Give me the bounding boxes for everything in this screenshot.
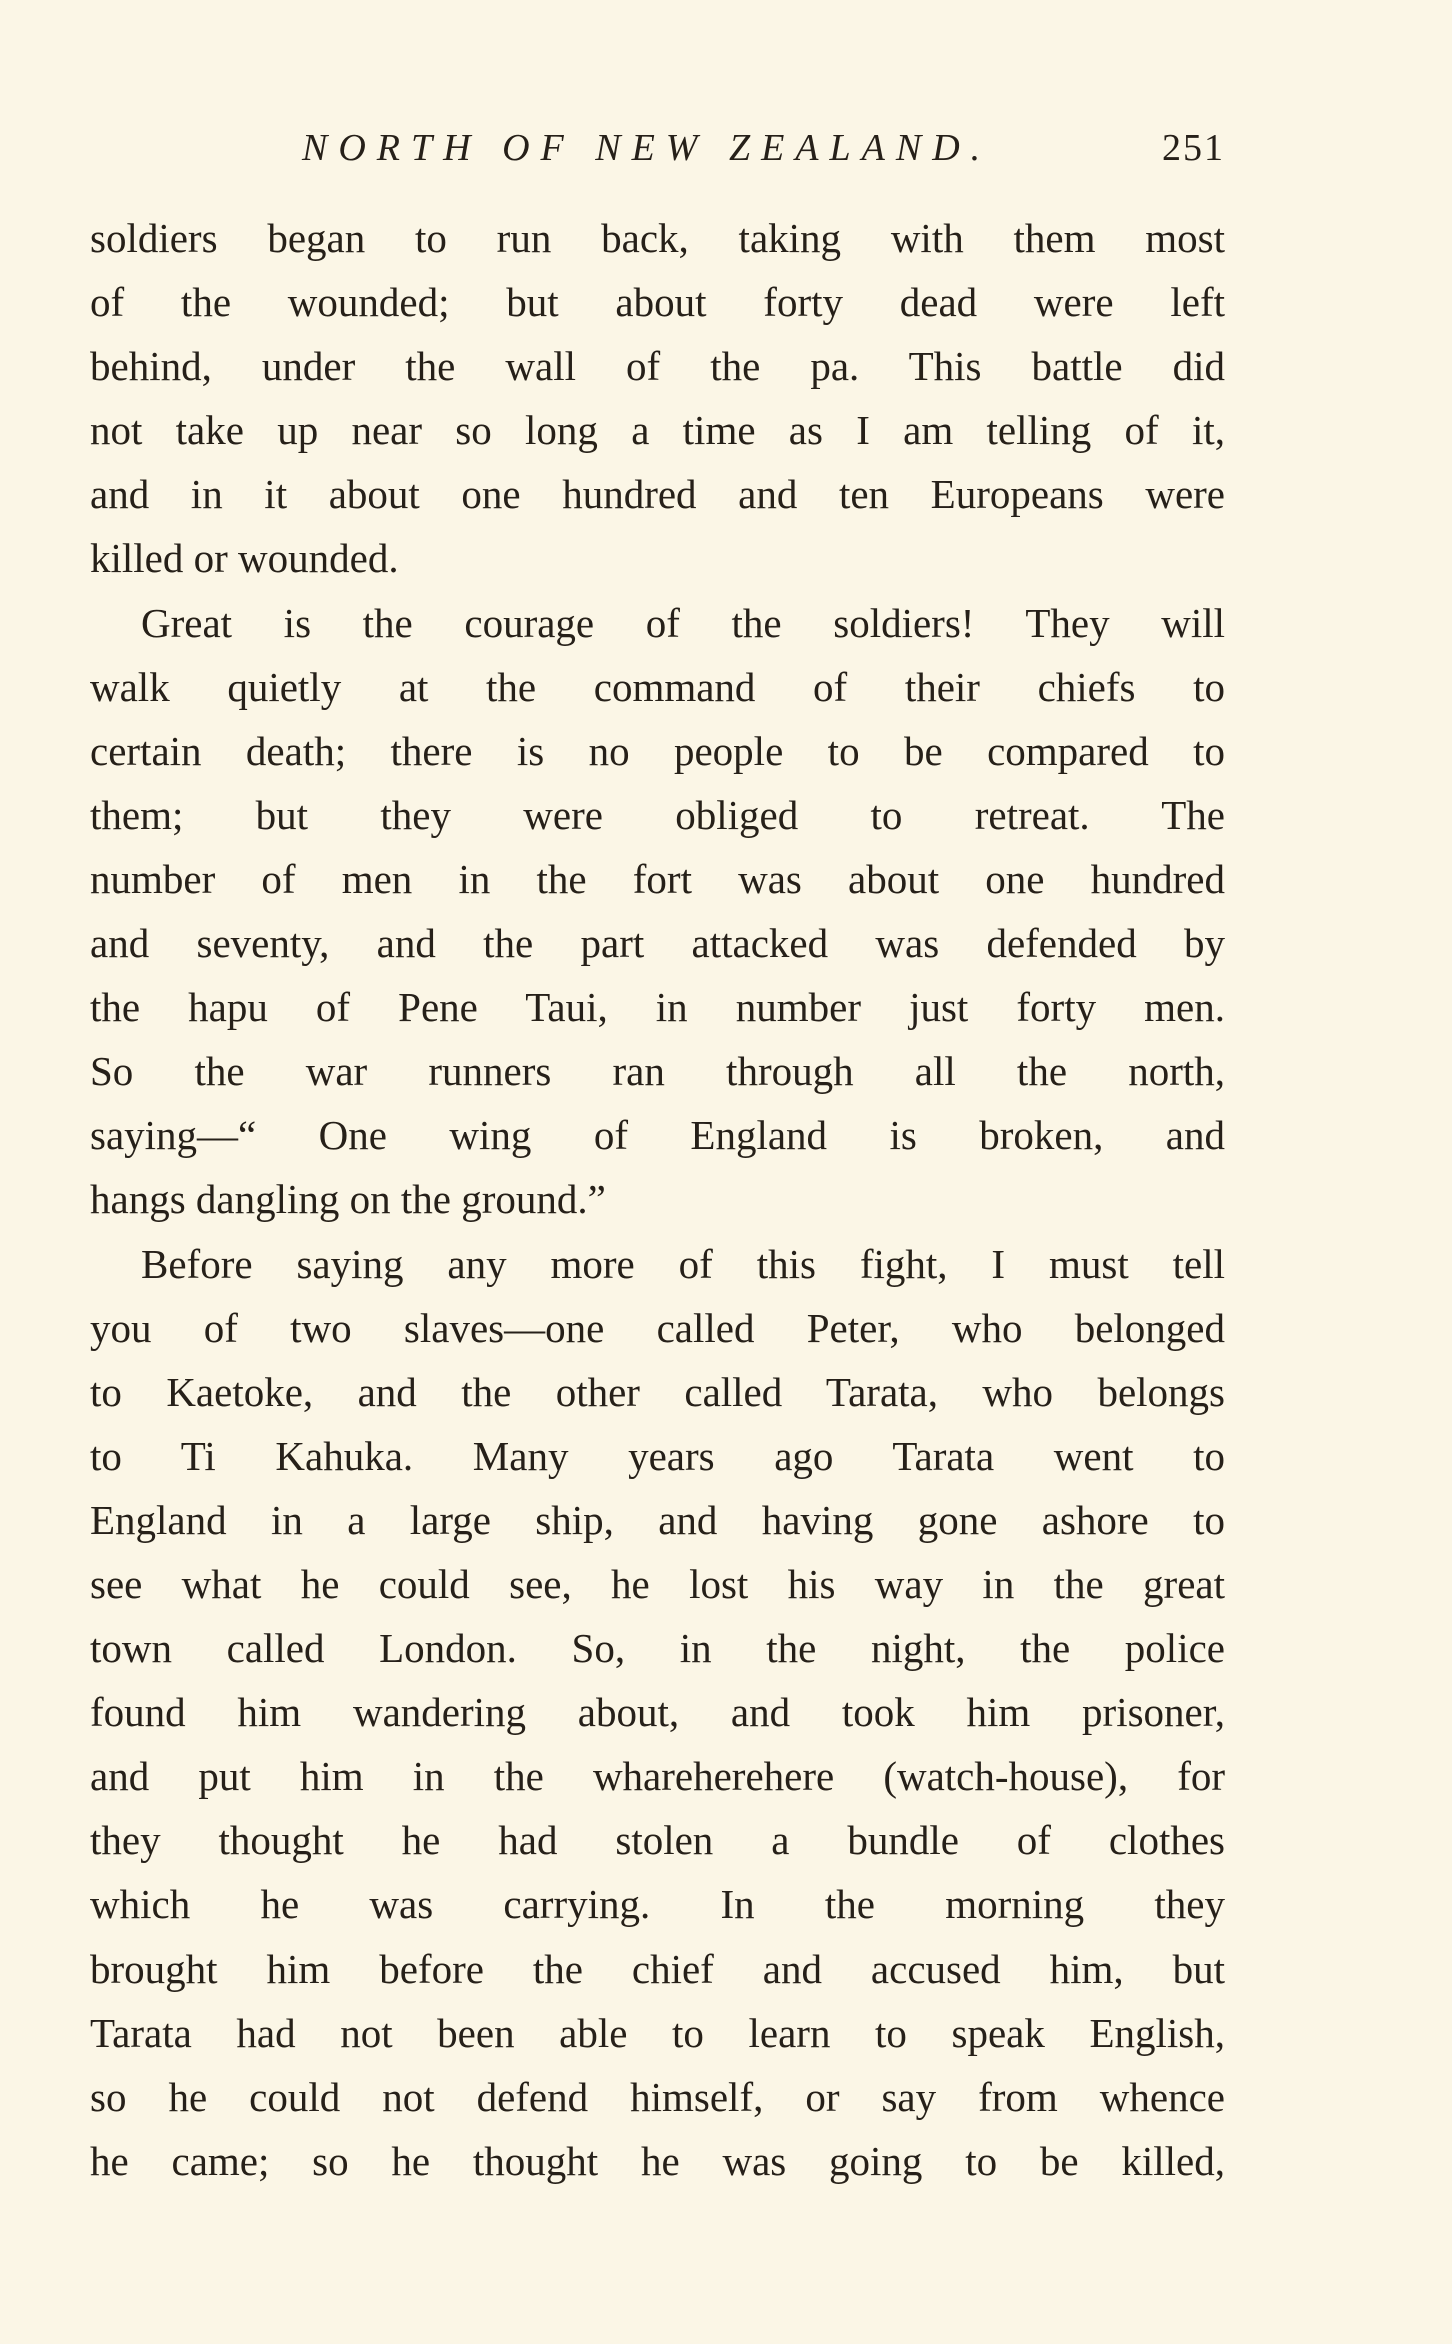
- text-line: and seventy, and the part attacked was defended by: [90, 920, 1225, 967]
- text-line: and in it about one hundred and ten Europeans were: [90, 471, 1225, 518]
- text-line: walk quietly at the command of their chiefs to: [90, 663, 1225, 710]
- text-line: and put him in the whareherehere (watch-house), for: [90, 1753, 1225, 1800]
- text-line: number of men in the fort was about one hundred: [90, 855, 1225, 902]
- page-number: 251: [1162, 127, 1225, 169]
- text-line: hangs dangling on the ground.”: [90, 1176, 606, 1223]
- text-line: the hapu of Pene Taui, in number just forty men.: [90, 984, 1225, 1031]
- text-line: soldiers began to run back, taking with them most: [90, 215, 1225, 261]
- text-line: brought him before the chief and accused him, but: [90, 1945, 1225, 1992]
- text-line: behind, under the wall of the pa. This battle did: [90, 343, 1225, 390]
- text-line: England in a large ship, and having gone ashore to: [90, 1496, 1225, 1543]
- text-line: he came; so he thought he was going to be killed,: [90, 2137, 1225, 2184]
- text-line: see what he could see, he lost his way in the great: [90, 1560, 1225, 1607]
- text-line: certain death; there is no people to be compared to: [90, 727, 1225, 774]
- text-line: Before saying any more of this fight, I must tell: [141, 1240, 1225, 1287]
- text-line: So the war runners ran through all the north,: [90, 1048, 1225, 1095]
- running-title: NORTH OF NEW ZEALAND.: [302, 127, 992, 169]
- text-line: not take up near so long a time as I am telling of it,: [90, 407, 1225, 454]
- text-line: saying—“ One wing of England is broken, and: [90, 1112, 1225, 1159]
- text-line: to Kaetoke, and the other called Tarata, who belongs: [90, 1368, 1225, 1415]
- text-line: town called London. So, in the night, the police: [90, 1625, 1225, 1672]
- text-line: Great is the courage of the soldiers! They will: [141, 599, 1225, 646]
- text-line: to Ti Kahuka. Many years ago Tarata went to: [90, 1432, 1225, 1479]
- text-line: they thought he had stolen a bundle of clothes: [90, 1817, 1225, 1864]
- text-line: found him wandering about, and took him prisoner,: [90, 1689, 1225, 1736]
- text-line: Tarata had not been able to learn to speak English,: [90, 2009, 1225, 2056]
- text-line: so he could not defend himself, or say from whence: [90, 2073, 1225, 2120]
- running-head: [90, 118, 1225, 178]
- text-line: of the wounded; but about forty dead were left: [90, 279, 1225, 326]
- text-line: you of two slaves—one called Peter, who belonged: [90, 1304, 1225, 1351]
- text-line: which he was carrying. In the morning they: [90, 1881, 1225, 1928]
- body-text: [90, 206, 1225, 2193]
- text-line: them; but they were obliged to retreat. The: [90, 791, 1225, 838]
- text-line: killed or wounded.: [90, 535, 399, 582]
